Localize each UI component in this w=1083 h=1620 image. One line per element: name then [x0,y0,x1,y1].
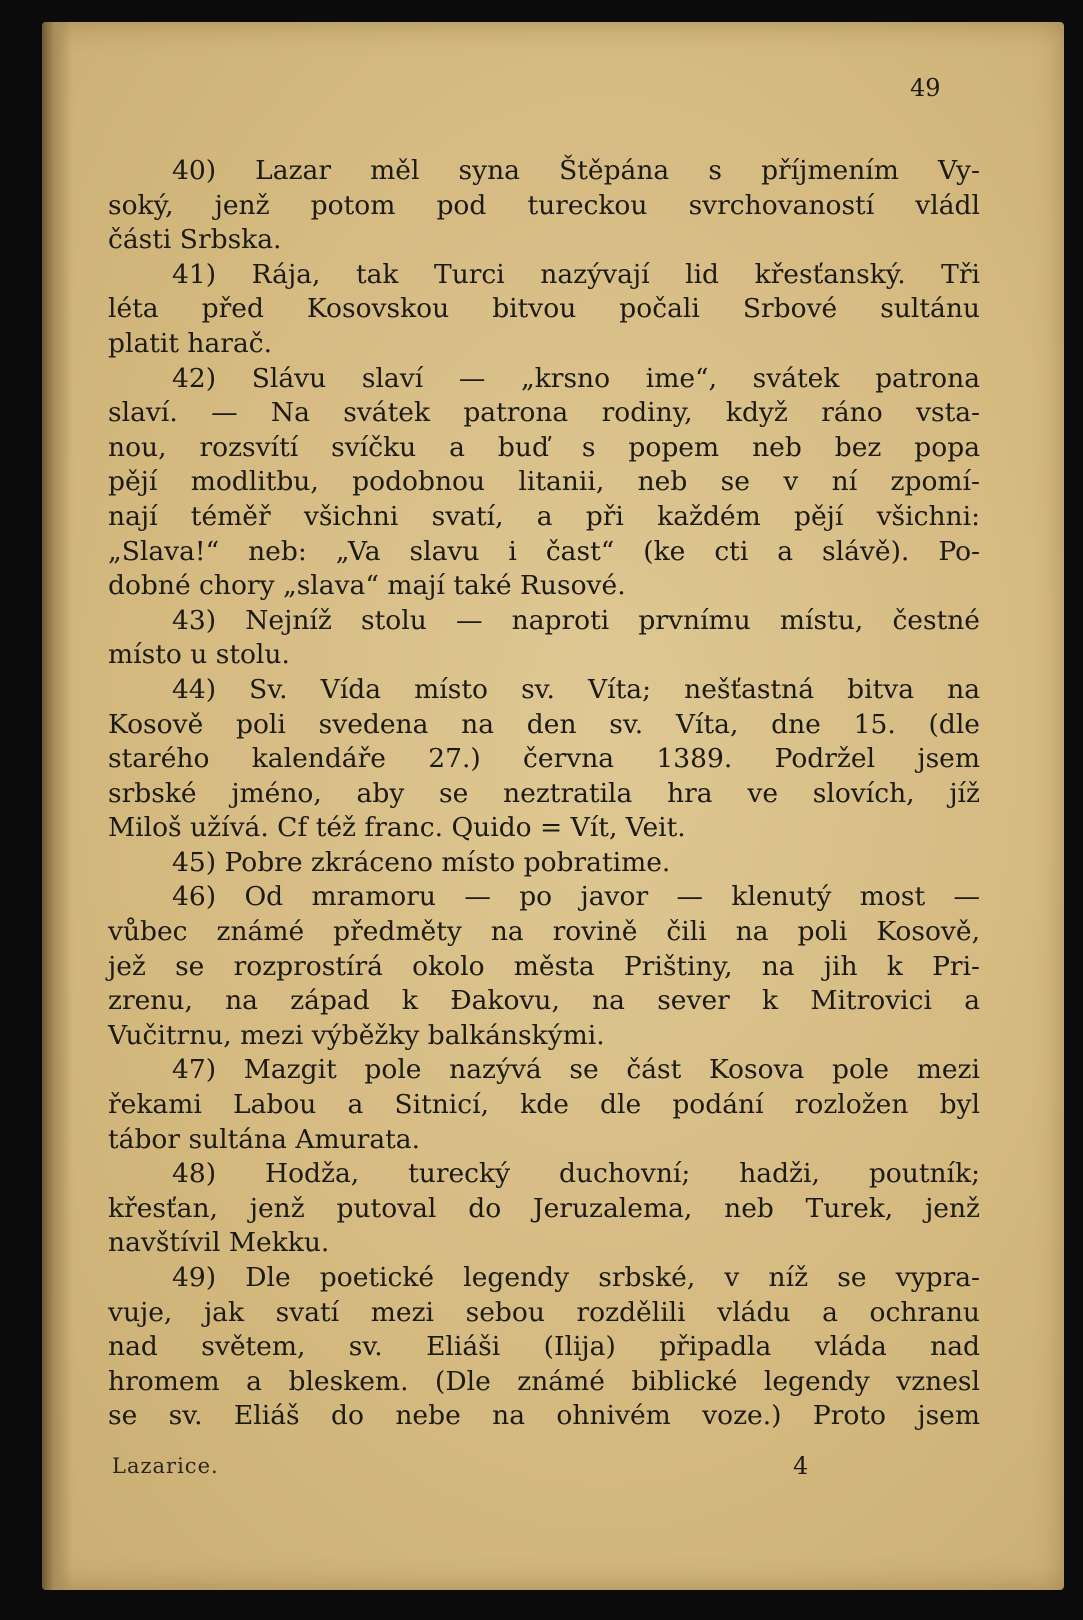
text-line: 43) Nejníž stolu — naproti prvnímu místu, čestné [172,604,980,636]
text-line: nad světem, sv. Eliáši (Ilija) připadla vláda nad [108,1331,980,1363]
text-line: místo u stolu. [108,639,290,671]
text-line: 44) Sv. Vída místo sv. Víta; nešťastná bitva na [172,673,980,705]
text-line: řekami Labou a Sitnicí, kde dle podání rozložen byl [108,1089,980,1121]
text-line: srbské jméno, aby se neztratila hra ve slovích, jíž [108,777,980,809]
text-line: Miloš užívá. Cf též franc. Quido = Vít, Veit. [108,812,686,844]
text-line: pějí modlitbu, podobnou litanii, neb se v ní zpomí- [108,466,980,498]
text-line: 45) Pobre zkráceno místo pobratime. [172,846,671,878]
book-page [42,22,1064,1590]
text-line: tábor sultána Amurata. [108,1123,421,1155]
text-line: 41) Rája, tak Turci nazývají lid křesťanský. Tři [172,258,980,290]
notes-text-block [108,154,980,1434]
text-line: jež se rozprostírá okolo města Prištiny, na jih k Pri- [108,950,980,982]
text-line: navštívil Mekku. [108,1227,330,1259]
text-line: „Slava!“ neb: „Va slavu i čast“ (ke cti a slávě). Po- [108,535,980,567]
text-line: soký, jenž potom pod tureckou svrchovaností vládl [108,189,980,221]
page-gutter-shadow [42,22,72,1590]
text-line: 48) Hodža, turecký duchovní; hadži, poutník; [172,1158,980,1190]
text-line: vuje, jak svatí mezi sebou rozdělili vládu a ochranu [108,1296,980,1328]
text-line: se sv. Eliáš do nebe na ohnivém voze.) Proto jsem [108,1400,980,1432]
text-line: 42) Slávu slaví — „krsno ime“, svátek patrona [172,362,980,394]
text-line: 47) Mazgit pole nazývá se část Kosova pole mezi [172,1054,980,1086]
text-line: části Srbska. [108,224,282,256]
text-line: Kosově poli svedena na den sv. Víta, dne 15. (dle [108,708,980,740]
text-line: křesťan, jenž putoval do Jeruzalema, neb Turek, jenž [108,1192,980,1224]
text-line: zrenu, na západ k Đakovu, na sever k Mitrovici a [108,985,980,1017]
text-line: Vučitrnu, mezi výběžky balkánskými. [108,1019,605,1051]
text-line: slaví. — Na svátek patrona rodiny, když ráno vsta- [108,397,980,429]
text-line: hromem a bleskem. (Dle známé biblické legendy vznesl [108,1365,980,1397]
text-line: starého kalendáře 27.) června 1389. Podržel jsem [108,743,980,775]
text-line: dobné chory „slava“ mají také Rusové. [108,570,626,602]
sheet-number: 4 [793,1452,809,1480]
text-line: 46) Od mramoru — po javor — klenutý most — [172,881,980,913]
text-line: nou, rozsvítí svíčku a buď s popem neb bez popa [108,431,980,463]
signature-mark: Lazarice. [112,1454,219,1478]
text-line: nají téměř všichni svatí, a při každém pějí všichni: [108,500,980,532]
page-number: 49 [910,74,941,102]
text-line: platit harač. [108,327,273,359]
text-line: 49) Dle poetické legendy srbské, v níž se vypra- [172,1262,980,1293]
text-line: vůbec známé předměty na rovině čili na poli Kosově, [108,916,980,948]
text-line: 40) Lazar měl syna Štěpána s příjmením Vy- [172,155,980,186]
text-line: léta před Kosovskou bitvou počali Srbové sultánu [108,293,980,325]
